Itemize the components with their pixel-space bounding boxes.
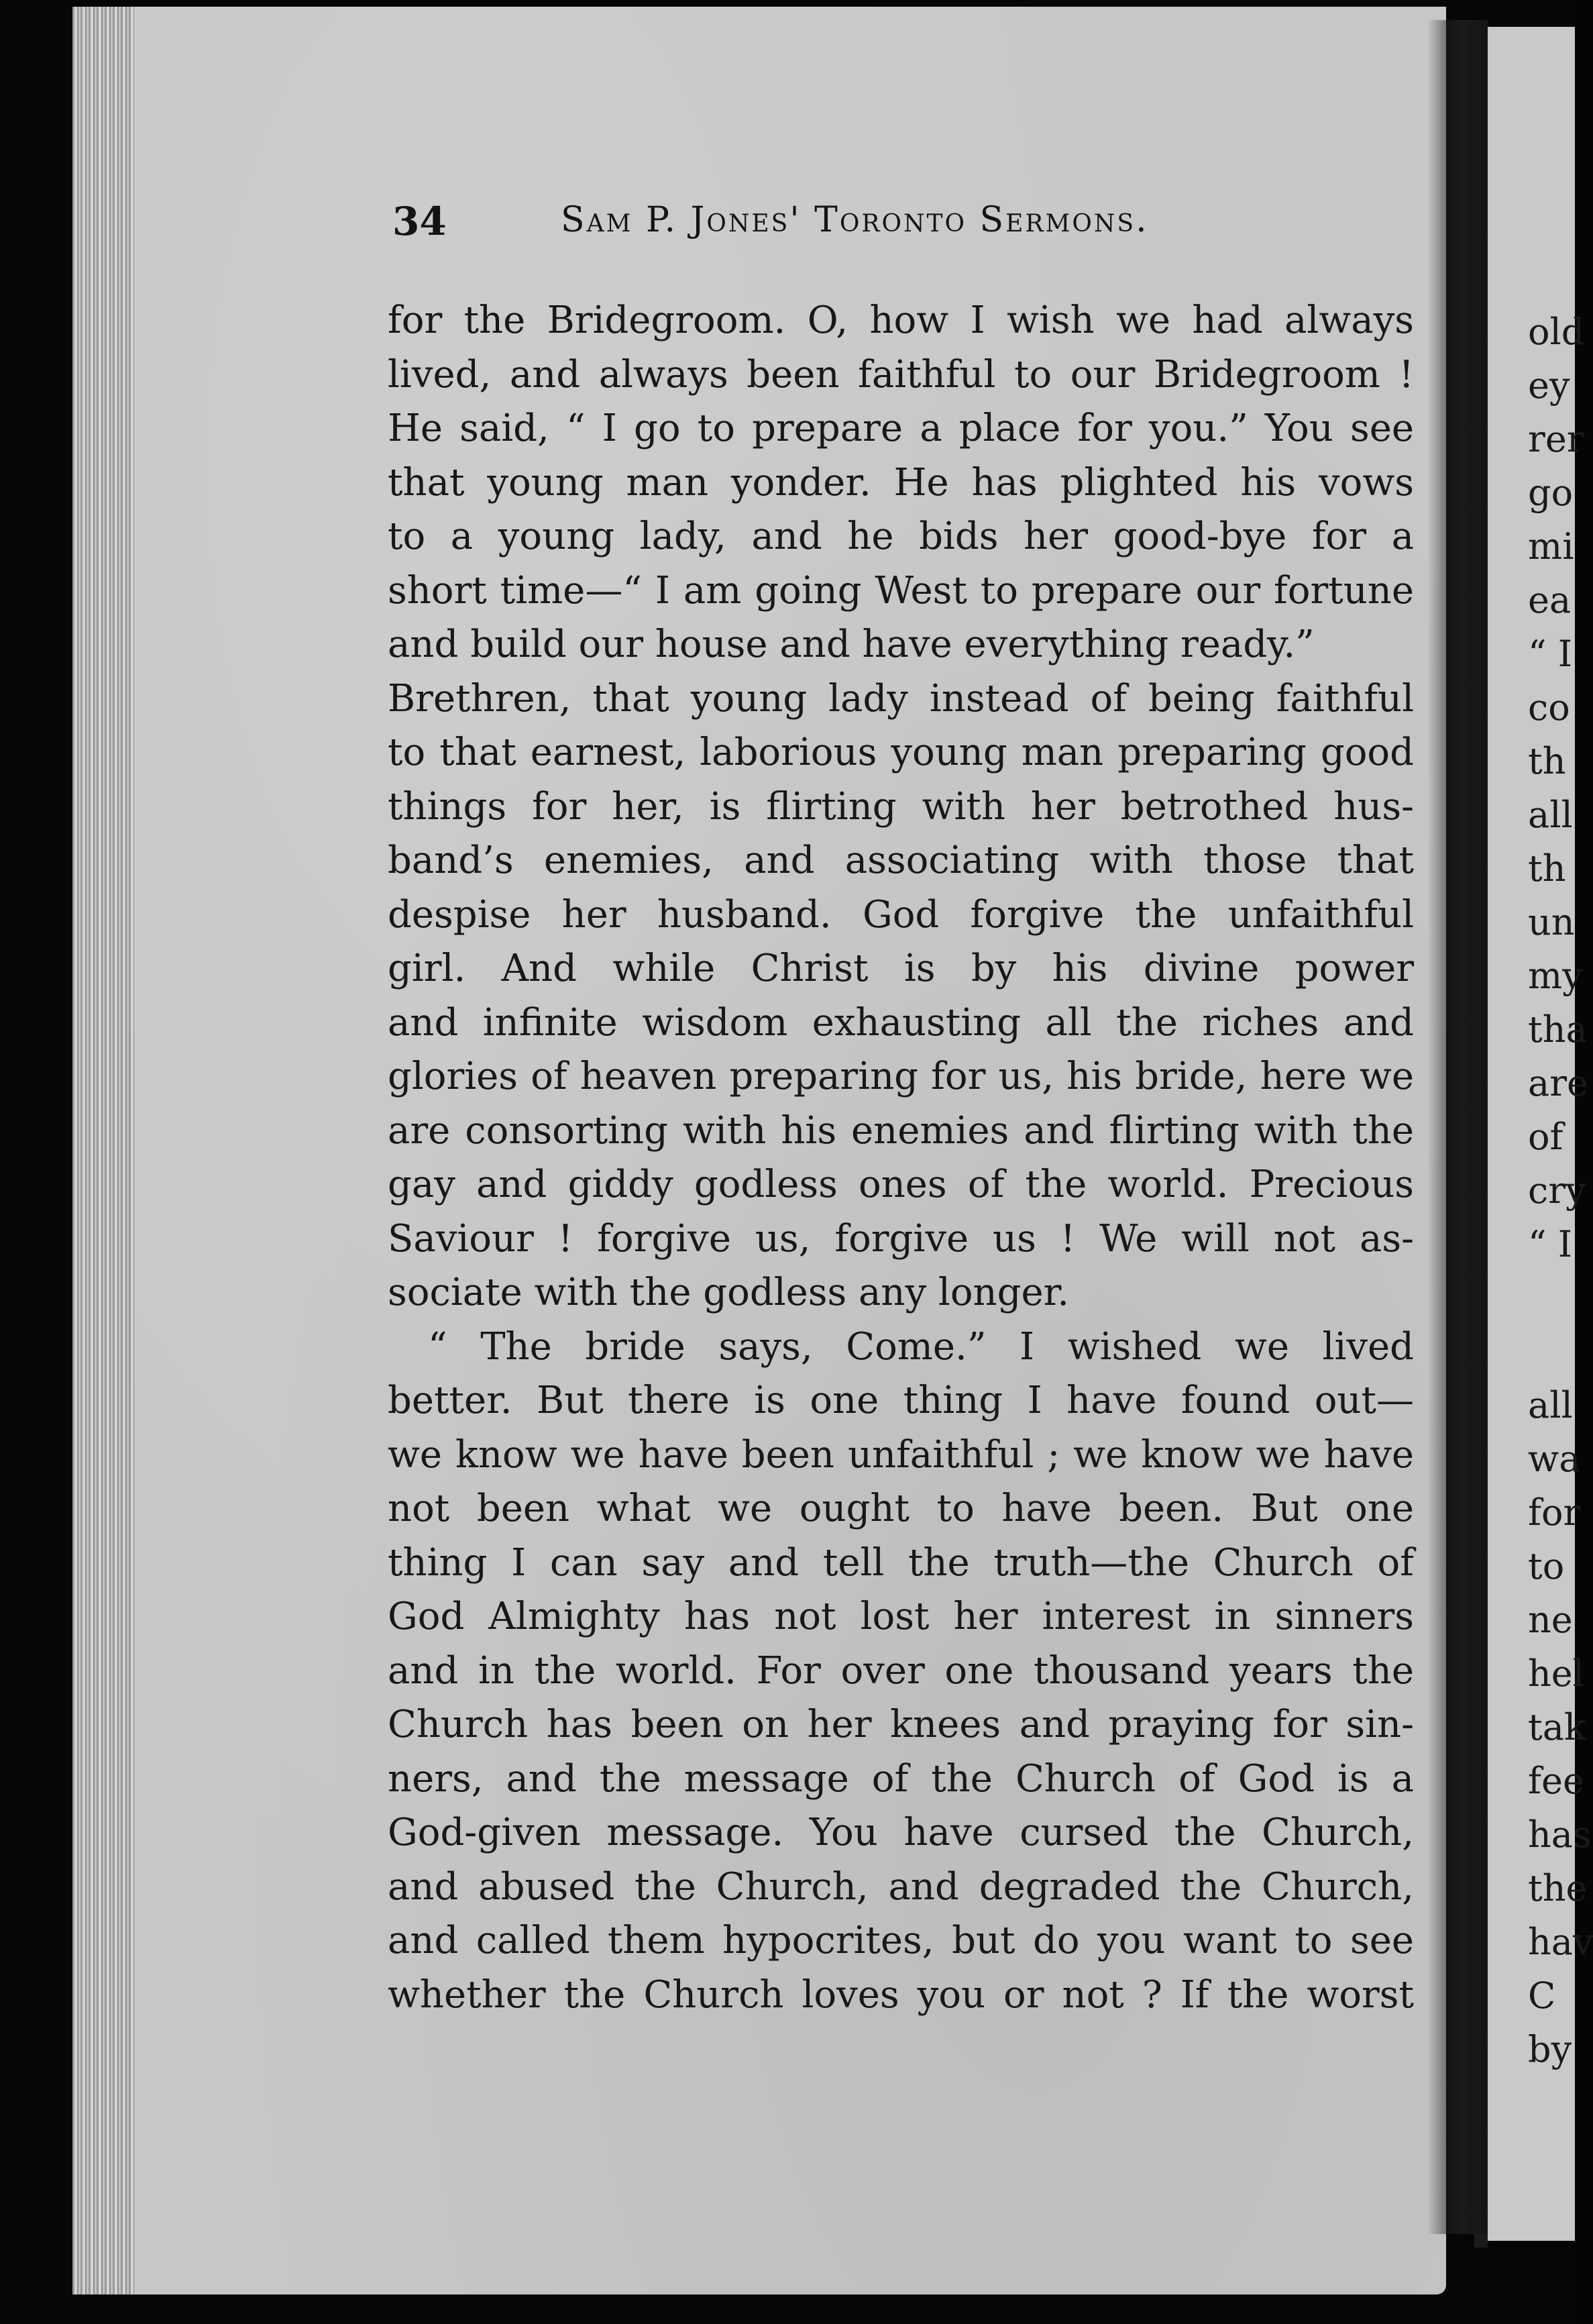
page-edges: [72, 7, 134, 2294]
facing-fragment: rer: [1528, 418, 1584, 460]
text-line: ners, and the message of the Church of God is a: [388, 1756, 1414, 1801]
facing-fragment: wa: [1528, 1438, 1581, 1480]
facing-fragment: of: [1528, 1116, 1563, 1158]
text-line: to that earnest, laborious young man preparing good: [388, 731, 1414, 774]
facing-fragment: all: [1528, 1384, 1573, 1426]
text-line: Church has been on her knees and praying for sin-: [388, 1703, 1414, 1746]
running-title: Sam P. Jones' Toronto Sermons.: [561, 200, 1149, 240]
text-line: we know we have been unfaithful ; we know we have: [388, 1432, 1414, 1477]
text-line: Saviour ! forgive us, forgive us ! We will not as-: [388, 1216, 1414, 1261]
text-line: and build our house and have everything ready.”: [388, 623, 1315, 666]
facing-fragment: the: [1528, 1867, 1588, 1909]
text-line: for the Bridegroom. O, how I wish we had always: [388, 299, 1414, 342]
text-line: and abused the Church, and degraded the Church,: [388, 1864, 1414, 1909]
facing-fragment: by: [1528, 2028, 1572, 2070]
facing-fragment: are: [1528, 1062, 1588, 1104]
facing-fragment: co: [1528, 686, 1570, 729]
text-line: and in the world. For over one thousand years the: [388, 1648, 1414, 1693]
facing-fragment: has: [1528, 1813, 1592, 1856]
text-line: to a young lady, and he bids her good-bye for a: [388, 515, 1414, 558]
facing-fragment: C: [1528, 1974, 1556, 2017]
facing-fragment: “ I: [1528, 633, 1573, 675]
facing-fragment: th: [1528, 847, 1566, 890]
facing-fragment: my: [1528, 955, 1583, 997]
page-number: 34: [392, 199, 447, 244]
facing-fragment: tha: [1528, 1008, 1588, 1051]
facing-page-text-fragments: [1528, 305, 1593, 2076]
text-line: band’s enemies, and associating with those that: [388, 839, 1414, 882]
facing-fragment: all: [1528, 794, 1573, 836]
facing-fragment: ne: [1528, 1599, 1573, 1641]
facing-fragment: cry: [1528, 1169, 1586, 1212]
facing-fragment: for: [1528, 1491, 1581, 1534]
paragraph-end-line: sociate with the godless any longer.: [388, 1271, 1070, 1314]
text-line: girl. And while Christ is by his divine power: [388, 947, 1414, 990]
facing-fragment: hav: [1528, 1921, 1593, 1963]
text-line: things for her, is flirting with her betrothed hus-: [388, 784, 1414, 829]
facing-fragment: fee: [1528, 1760, 1584, 1802]
facing-fragment: “ I: [1528, 1223, 1573, 1265]
paragraph-start-line: “ The bride says, Come.” I wished we lived: [428, 1324, 1414, 1369]
facing-fragment: [1528, 1271, 1575, 1379]
text-line: despise her husband. God forgive the unfaithful: [388, 892, 1414, 937]
text-line: that young man yonder. He has plighted his vows: [388, 460, 1414, 505]
text-line: and called them hypocrites, but do you want to see: [388, 1919, 1414, 1962]
text-line: lived, and always been faithful to our Bridegroom !: [388, 352, 1414, 397]
facing-fragment: to: [1528, 1545, 1565, 1587]
facing-fragment: mi: [1528, 525, 1574, 568]
text-line: thing I can say and tell the truth—the Church of: [388, 1540, 1414, 1585]
facing-fragment: ea: [1528, 579, 1572, 621]
text-line: better. But there is one thing I have found out—: [388, 1379, 1414, 1422]
text-line: glories of heaven preparing for us, his bride, here we: [388, 1055, 1414, 1098]
text-line: short time—“ I am going West to prepare our fortune: [388, 568, 1414, 613]
text-line: and infinite wisdom exhausting all the riches and: [388, 1000, 1414, 1045]
text-line: Brethren, that young lady instead of being faithful: [388, 676, 1414, 721]
facing-fragment: th: [1528, 740, 1566, 782]
text-line: are consorting with his enemies and flirting with the: [388, 1108, 1414, 1153]
facing-fragment: old: [1528, 311, 1585, 353]
text-line: He said, “ I go to prepare a place for you.” You see: [388, 407, 1414, 450]
text-line: God-given message. You have cursed the Church,: [388, 1811, 1414, 1854]
facing-fragment: un: [1528, 901, 1575, 943]
facing-fragment: hel: [1528, 1652, 1585, 1695]
facing-fragment: go: [1528, 472, 1574, 514]
gutter-shadow: [1427, 20, 1488, 2234]
facing-fragment: ey: [1528, 364, 1570, 407]
text-line: God Almighty has not lost her interest in sinners: [388, 1595, 1414, 1638]
text-line: whether the Church loves you or not ? If the worst: [388, 1972, 1414, 2017]
text-line: not been what we ought to have been. But one: [388, 1487, 1414, 1530]
facing-fragment: tak: [1528, 1706, 1586, 1748]
text-line: gay and giddy godless ones of the world. Precious: [388, 1163, 1414, 1206]
page-body-text: [388, 294, 1414, 2022]
